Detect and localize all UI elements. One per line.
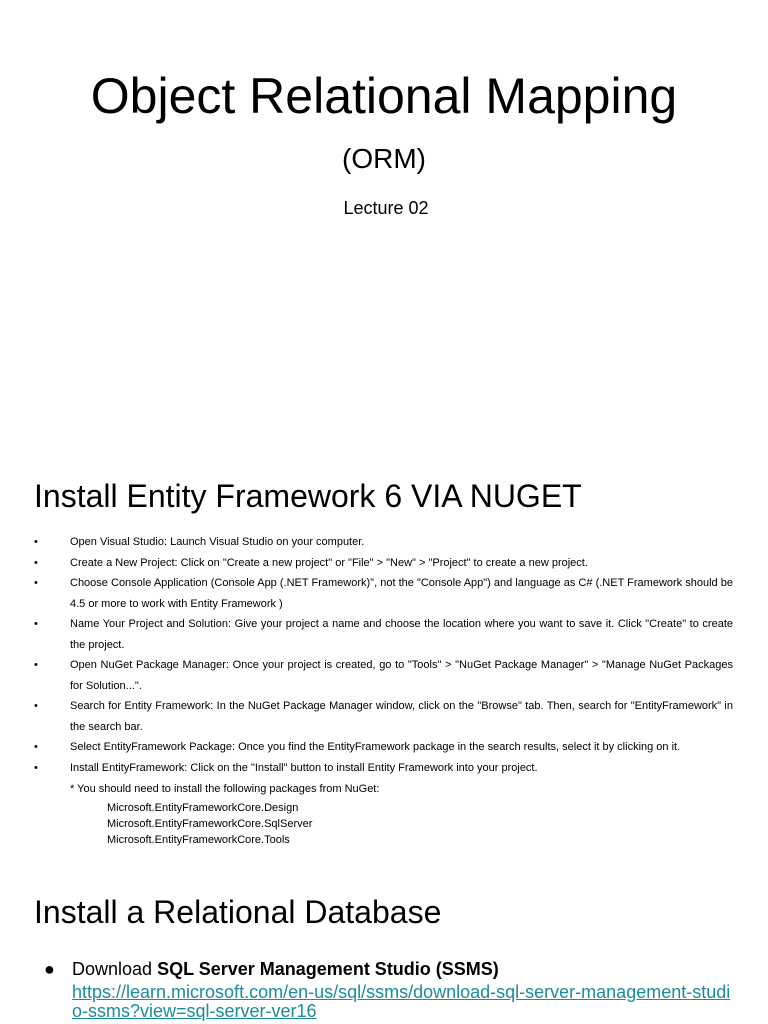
package-name: Microsoft.EntityFrameworkCore.Design: [107, 802, 299, 814]
download-line: [72, 958, 499, 980]
package-name: Microsoft.EntityFrameworkCore.SqlServer: [107, 818, 313, 830]
download-prefix: Download: [72, 959, 158, 979]
bullet-icon: •: [34, 577, 38, 589]
bullet-icon: •: [34, 659, 38, 671]
package-list: [107, 800, 312, 848]
list-item: [34, 532, 733, 553]
step-text: Open NuGet Package Manager: Once your project is created, go to "Tools" > "NuGet Package Manager" > "Manage NuGet Packages for Solution...".: [70, 659, 733, 692]
ssms-title: SQL Server Management Studio (SSMS): [157, 959, 499, 979]
list-item: [34, 614, 733, 655]
list-item: [34, 758, 733, 779]
list-item: [34, 573, 733, 614]
page-subtitle: (ORM): [342, 143, 426, 174]
bullet-icon: ●: [44, 959, 55, 979]
step-text: Install EntityFramework: Click on the "Install" button to install Entity Framework into your project.: [70, 761, 538, 774]
package-name: Microsoft.EntityFrameworkCore.Tools: [107, 834, 290, 846]
step-text: Choose Console Application (Console App (.NET Framework)", not the "Console App") and language as C# (.NET Framework should be 4.5 or more to work with Entity Framework ): [70, 577, 733, 610]
bullet-icon: •: [34, 741, 38, 753]
step-text: Create a New Project: Click on "Create a new project" or "File" > "New" > "Project" to create a new project.: [70, 556, 588, 569]
step-text: Select EntityFramework Package: Once you find the EntityFramework package in the search results, select it by clicking on it.: [70, 741, 681, 753]
bullet-icon: •: [34, 761, 38, 774]
bullet-icon: •: [34, 618, 38, 630]
page-title: Object Relational Mapping: [90, 68, 678, 124]
bullet-icon: •: [34, 536, 38, 548]
section-heading-entity-framework: Install Entity Framework 6 VIA NUGET: [34, 478, 582, 514]
lecture-label: Lecture 02: [343, 198, 429, 218]
bullet-icon: •: [34, 556, 38, 569]
list-item: [34, 737, 733, 758]
list-item: [34, 553, 733, 574]
packages-note: * You should need to install the following packages from NuGet:: [70, 783, 380, 795]
install-steps-list: [34, 532, 733, 778]
list-item: [34, 696, 733, 737]
step-text: Name Your Project and Solution: Give your project a name and choose the location where you want to save it. Click "Create" to create the project.: [70, 618, 733, 651]
bullet-icon: •: [34, 700, 38, 712]
section-heading-database: Install a Relational Database: [34, 894, 442, 930]
list-item: [34, 655, 733, 696]
step-text: Search for Entity Framework: In the NuGet Package Manager window, click on the "Browse" tab. Then, search for "EntityFramework" in the search bar.: [70, 700, 733, 733]
ssms-download-link[interactable]: https://learn.microsoft.com/en-us/sql/ssms/download-sql-server-management-studio-ssms?view=sql-server-ver16: [72, 982, 731, 1021]
step-text: Open Visual Studio: Launch Visual Studio on your computer.: [70, 536, 365, 548]
